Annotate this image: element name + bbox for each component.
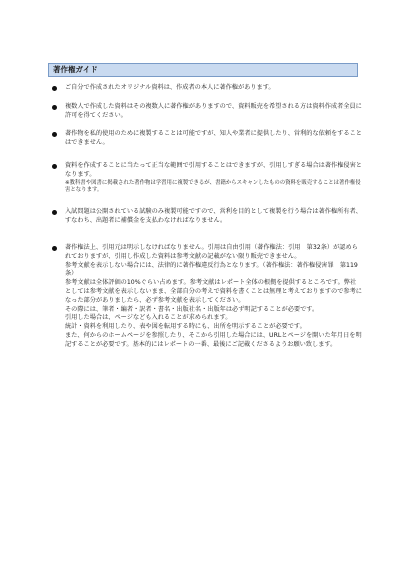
- item-text: 引用した場合は、ページなども入れることが求められます。: [65, 314, 232, 322]
- item-text: 複数人で作成した資料はその複数人に著作権がありますので、資料販売を希望される方は資料作成者全員に許可を得てください。: [65, 103, 362, 119]
- item-text: 著作物を私的使用のために複製することは可能ですが、知人や業者に提供したり、営利的な依頼をすることはできません。: [65, 130, 362, 146]
- item-text: ご自分で作成されたオリジナル資料は、作成者の本人に著作権があります。: [65, 84, 275, 91]
- guide-item-2: [52, 103, 362, 121]
- item-text: 参考文献を表示しない場合には、法律的に著作権違反行為となります。（著作権法：著作権侵害罪 第119条）: [65, 261, 358, 278]
- item-text: また、何からのホームページを参照したり、そこから引用した場合には、URLとページを開いた年月日を明記することが必要です。基本的にはレポートの一番、最後にご記載くださるようお願い致します。: [65, 331, 362, 348]
- item-text: 統計・資料を利用したり、表や図を転用する時にも、出所を明示することが必要です。: [65, 323, 306, 331]
- bullet-icon: [52, 164, 57, 169]
- bullet-icon: [52, 210, 57, 215]
- guide-item-4: [52, 162, 362, 195]
- guide-item-3: [52, 130, 362, 148]
- item-text: 資料を作成することに当たって正当な範囲で引用することはできますが、引用しすぎる場合は著作権侵害となります。: [65, 162, 362, 178]
- section-header: [48, 63, 358, 77]
- item-text: 入試問題は公開されている試験のみ複製可能ですので、営利を目的として複製を行う場合は著作権所有者、すなわち、出題者に補償金を支払わなければなりません。: [65, 208, 362, 224]
- bullet-icon: [52, 132, 57, 137]
- bullet-icon: [52, 246, 57, 251]
- item-text: その際には、筆者・編者・訳者・書名・出版社名・出版年は必ず明記することが必要です。: [65, 305, 319, 313]
- guide-item-6: [52, 244, 362, 350]
- guide-item-5: [52, 208, 362, 226]
- guide-item-1: [52, 84, 362, 93]
- item-text: 著作権法上、引用元は明示しなければなりません。引用は自由引用（著作権法：引用 第32条）が認められておりますが、引用し作成した資料は参考文献の記載がない限り販売できません。: [65, 244, 358, 260]
- bullet-icon: [52, 86, 57, 91]
- item-text: 参考文献は全体評価の10%ぐらい占めます。参考文献はレポート全体の根拠を提供するところです。弊社としては参考文献を表示しないまま、全部自分の考えで資料を書くことは無理と考えておりますので参考になった部分がありましたら、必ず参考文献を表示してください。: [65, 279, 362, 304]
- item-note: ※教科書や図書に掲載された著作物は学習用に複製できるが、書籍からスキャンしたものの資料を販売することは著作権侵害となります。: [65, 179, 361, 194]
- bullet-icon: [52, 105, 57, 110]
- section-title: 著作権ガイド: [53, 65, 98, 74]
